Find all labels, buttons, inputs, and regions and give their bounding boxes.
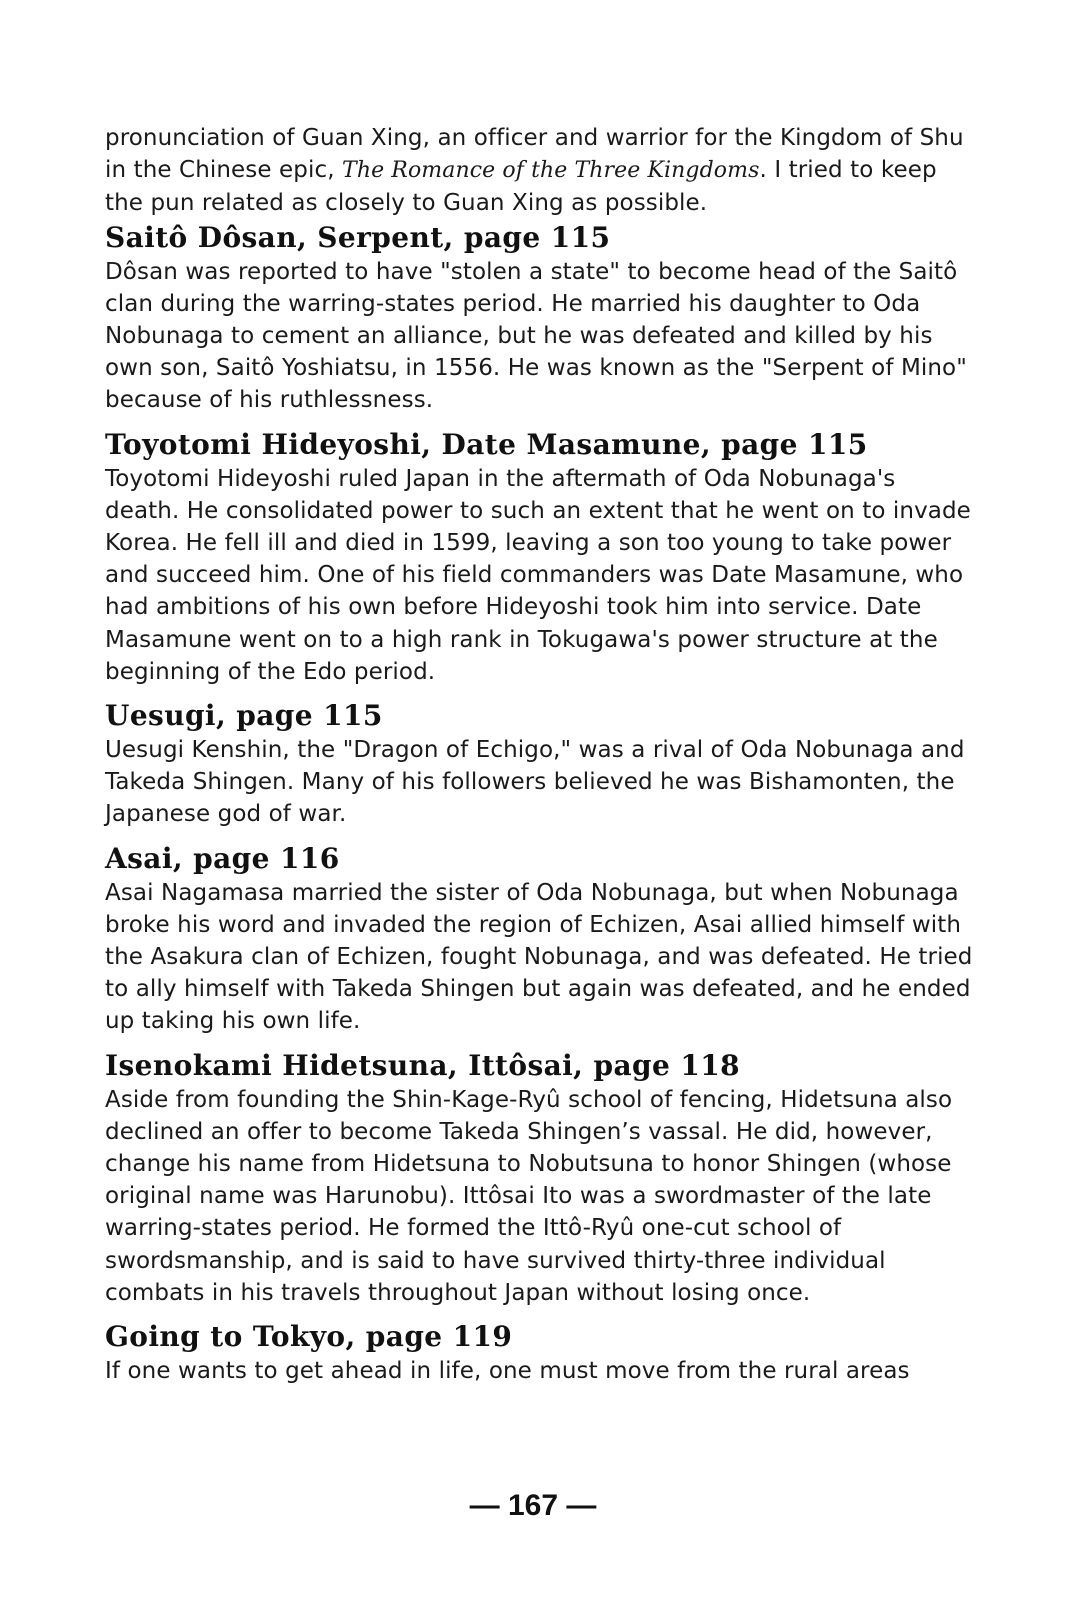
entry-heading: Saitô Dôsan, Serpent, page 115 — [105, 220, 611, 254]
entry-heading: Isenokami Hidetsuna, Ittôsai, page 118 — [105, 1048, 740, 1082]
entry-heading: Asai, page 116 — [105, 841, 340, 875]
entry-body: Aside from founding the Shin-Kage-Ryû school of fencing, Hidetsuna also declined an offer to become Takeda Shingen’s vassal. He did, however, change his name from Hidetsuna to Nobutsuna to honor Shingen (whose original name was Harunobu). Ittôsai Ito was a swordmaster of the late warring-states period. He formed the Ittô-Ryû one-cut school of swordsmanship, and is said to have survived thirty-three individual combats in his travels throughout Japan without losing once. — [105, 1086, 953, 1306]
entry-isenokami-hidetsuna — [105, 1048, 975, 1309]
entry-saito-dosan — [105, 220, 975, 417]
entry-heading: Going to Tokyo, page 119 — [105, 1320, 513, 1354]
entry-toyotomi-hideyoshi — [105, 427, 975, 688]
page-number: — 167 — — [469, 1489, 597, 1522]
entry-body: If one wants to get ahead in life, one must move from the rural areas — [105, 1358, 910, 1385]
entry-body: Toyotomi Hideyoshi ruled Japan in the aftermath of Oda Nobunaga's death. He consolidated power to such an extent that he went on to invade Korea. He fell ill and died in 1599, leaving a son too young to take power and succeed him. One of his field commanders was Date Masamune, who had ambitions of his own before Hideyoshi took him into service. Date Masamune went on to a high rank in Tokugawa's power structure at the beginning of the Edo period. — [105, 465, 971, 685]
entry-body: Asai Nagamasa married the sister of Oda Nobunaga, but when Nobunaga broke his word and invaded the region of Echizen, Asai allied himself with the Asakura clan of Echizen, fought Nobunaga, and was defeated. He tried to ally himself with Takeda Shingen but again was defeated, and he ended up taking his own life. — [105, 879, 973, 1035]
entry-body: Uesugi Kenshin, the "Dragon of Echigo," was a rival of Oda Nobunaga and Takeda Shingen. Many of his followers believed he was Bishamonten, the Japanese god of war. — [105, 737, 965, 828]
intro-text-before: pronunciation of Guan Xing, an officer and warrior for the Kingdom of Shu in the Chinese epic, — [105, 125, 964, 184]
entry-heading: Uesugi, page 115 — [105, 699, 383, 733]
book-title: The Romance of the Three Kingdoms — [342, 158, 760, 184]
entry-asai — [105, 841, 975, 1038]
entry-going-to-tokyo — [105, 1319, 975, 1387]
entry-heading: Toyotomi Hideyoshi, Date Masamune, page 115 — [105, 427, 868, 461]
intro-paragraph — [105, 122, 975, 220]
entry-uesugi — [105, 698, 975, 831]
page-content — [105, 122, 975, 1397]
entry-body: Dôsan was reported to have "stolen a state" to become head of the Saitô clan during the warring-states period. He married his daughter to Oda Nobunaga to cement an alliance, but he was defeated and killed by his own son, Saitô Yoshiatsu, in 1556. He was known as the "Serpent of Mino" because of his ruthlessness. — [105, 258, 967, 414]
intro-text-after: . I tried to keep the pun related as closely to Guan Xing as possible. — [105, 157, 937, 217]
